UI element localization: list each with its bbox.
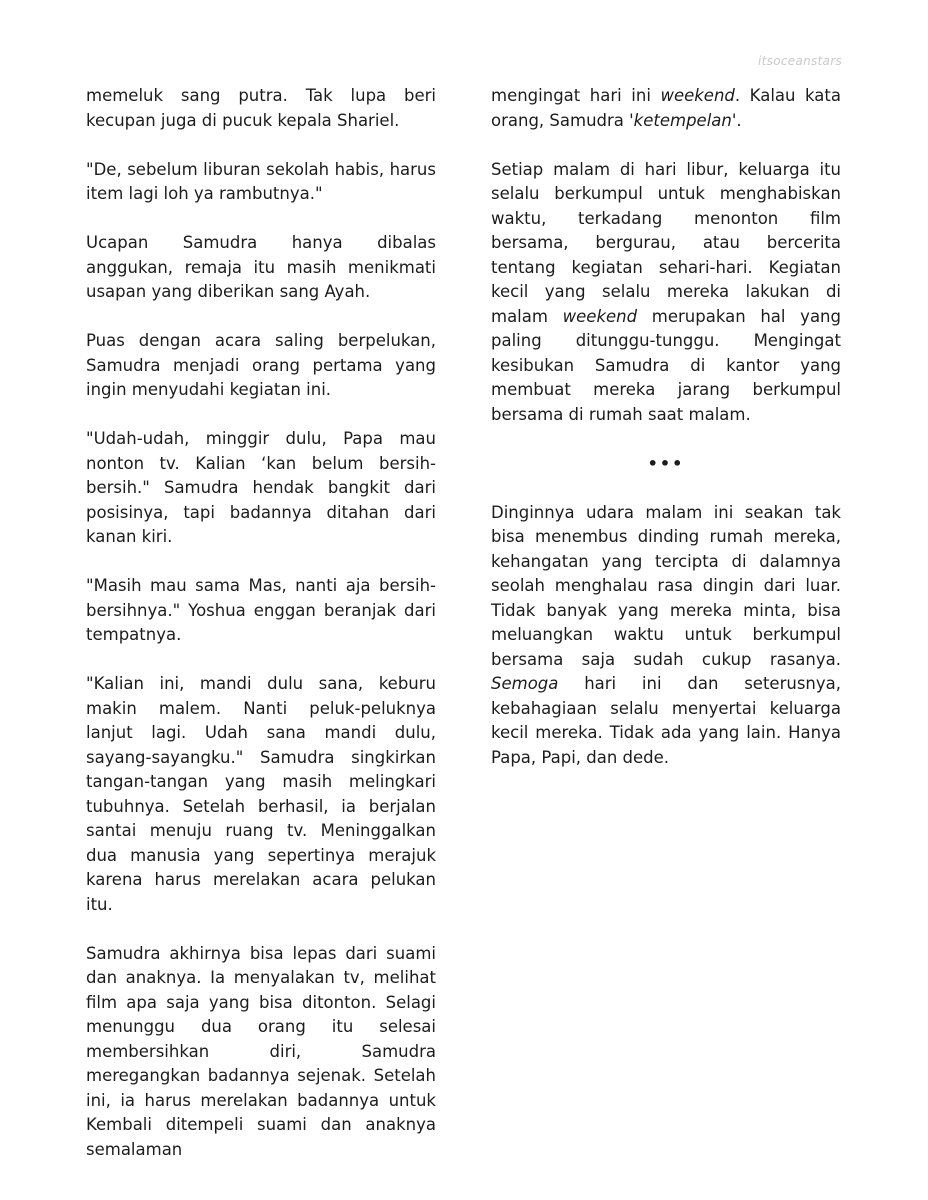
text-run: . — [736, 110, 742, 130]
watermark: itsoceanstars — [758, 54, 842, 68]
paragraph: "Udah-udah, minggir dulu, Papa mau nonton tv. Kalian ‘kan belum bersih-bersih." Samudra hendak bangkit dari posisinya, tapi badannya ditahan dari kanan kiri. — [86, 429, 436, 546]
italic-text: weekend — [562, 306, 638, 326]
paragraph — [491, 158, 841, 428]
text-run: . Kalau kata orang, Samudra — [491, 86, 841, 130]
paragraph — [491, 501, 841, 771]
paragraph — [491, 84, 841, 133]
left-column — [86, 84, 436, 1162]
paragraph: "Kalian ini, mandi dulu sana, keburu makin malem. Nanti peluk-peluknya lanjut lagi. Udah sana mandi dulu, sayang-sayangku." Samudra singkirkan tangan-tangan yang masih melingkari tubuhnya. Setelah berhasil, ia berjalan santai menuju ruang tv. Meninggalkan dua manusia yang sepertinya merajuk karena harus merelakan acara pelukan itu. — [86, 674, 436, 914]
text-run: Setiap malam di hari libur, keluarga itu selalu berkumpul untuk menghabiskan waktu, terkadang menonton film bersama, bergurau, atau bercerita tentang kegiatan sehari-hari. Kegiatan kecil yang selalu mereka lakukan di malam — [491, 159, 841, 326]
paragraph: memeluk sang putra. Tak lupa beri kecupan juga di pucuk kepala Shariel. — [86, 86, 436, 130]
text-run: merupakan hal yang paling ditunggu-tunggu. Mengingat kesibukan Samudra di kantor yang membuat mereka jarang berkumpul bersama di rumah saat malam. — [491, 306, 841, 424]
scene-separator: ••• — [647, 453, 685, 473]
italic-text: Semoga — [491, 674, 559, 693]
paragraph: "Masih mau sama Mas, nanti aja bersih-bersihnya." Yoshua enggan beranjak dari tempatnya. — [86, 576, 436, 644]
italic-text: 'ketempelan' — [629, 110, 737, 130]
text-run: mengingat hari ini — [491, 86, 661, 105]
paragraph: Ucapan Samudra hanya dibalas anggukan, remaja itu masih menikmati usapan yang diberikan sang Ayah. — [86, 233, 436, 301]
text-run: Dinginnya udara malam ini seakan tak bisa menembus dinding rumah mereka, kehangatan yang tercipta di dalamnya seolah menghalau rasa dingin dari luar. Tidak banyak yang mereka minta, bisa meluangkan waktu untuk berkumpul bersama saja sudah cukup rasanya. — [491, 502, 841, 669]
paragraph: Samudra akhirnya bisa lepas dari suami dan anaknya. Ia menyalakan tv, melihat film apa saja yang bisa ditonton. Selagi menunggu dua orang itu selesai membersihkan diri, Samudra meregangkan badannya sejenak. Setelah ini, ia harus merelakan badannya untuk Kembali ditempeli suami dan anaknya semalaman — [86, 943, 436, 1159]
paragraph: "De, sebelum liburan sekolah habis, harus item lagi loh ya rambutnya." — [86, 159, 436, 203]
text-run: hari ini dan seterusnya, kebahagiaan selalu menyertai keluarga kecil mereka. Tidak ada yang lain. Hanya Papa, Papi, dan dede. — [491, 674, 841, 767]
italic-text: weekend — [660, 86, 735, 105]
paragraph: Puas dengan acara saling berpelukan, Samudra menjadi orang pertama yang ingin menyudahi kegiatan ini. — [86, 331, 436, 399]
right-column — [491, 84, 841, 770]
